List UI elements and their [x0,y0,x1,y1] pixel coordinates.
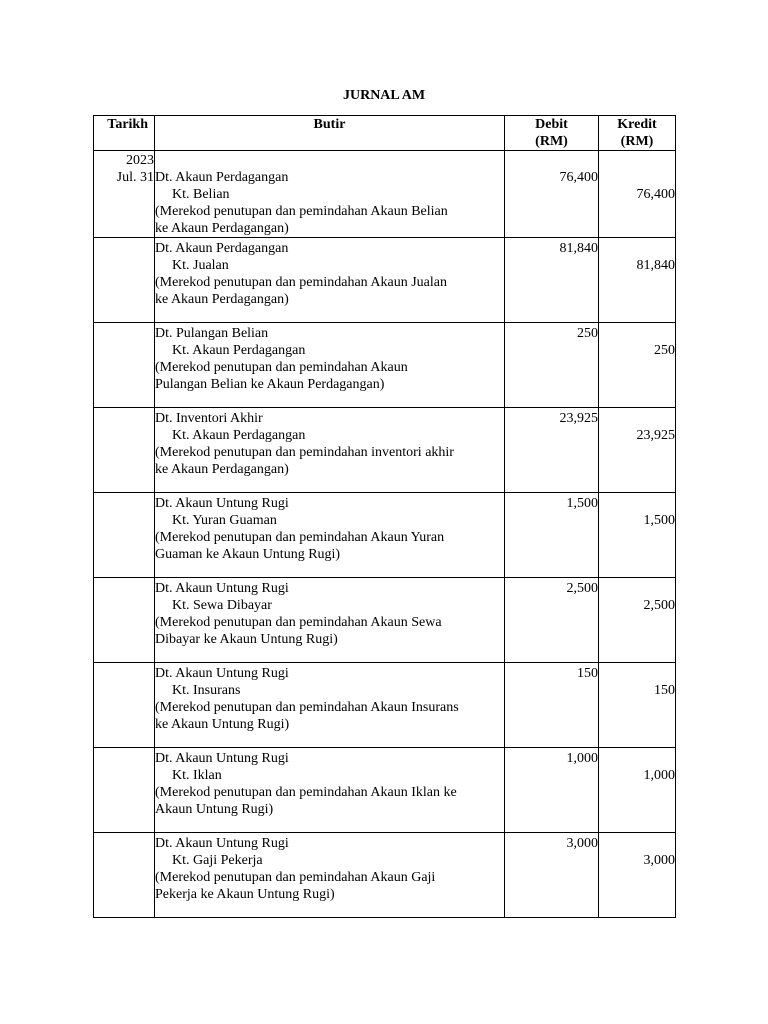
narration-line: ke Akaun Perdagangan) [155,221,289,236]
debit-cell [505,151,599,238]
date-cell [94,578,155,663]
column-header-debit-label: Debit [535,117,568,132]
debit-cell [505,748,599,833]
debit-amount: 1,500 [566,496,598,511]
credit-amount: 76,400 [636,187,675,202]
table-row [94,748,676,833]
column-header-date: Tarikh [94,116,155,151]
narration-line: Pekerja ke Akaun Untung Rugi) [155,887,335,902]
narration-line: (Merekod penutupan dan pemindahan Akaun Insurans [155,700,459,715]
debit-amount: 250 [577,326,598,341]
debit-account: Dt. Akaun Untung Rugi [155,496,289,511]
debit-account: Dt. Inventori Akhir [155,411,263,426]
journal-table [93,115,676,918]
debit-cell [505,408,599,493]
narration-line: (Merekod penutupan dan pemindahan Akaun Iklan ke [155,785,457,800]
credit-account: Kt. Belian [172,187,230,202]
table-header-row [94,116,676,151]
debit-amount: 150 [577,666,598,681]
debit-account: Dt. Akaun Untung Rugi [155,751,289,766]
debit-amount: 76,400 [559,170,598,185]
butir-cell [155,238,505,323]
date-cell [94,151,155,238]
narration-line: (Merekod penutupan dan pemindahan Akaun Jualan [155,275,447,290]
date-cell [94,493,155,578]
column-header-debit-unit: (RM) [535,134,568,149]
debit-cell [505,238,599,323]
credit-account: Kt. Gaji Pekerja [172,853,263,868]
credit-account: Kt. Jualan [172,258,229,273]
credit-account: Kt. Iklan [172,768,222,783]
narration-line: (Merekod penutupan dan pemindahan Akaun Gaji [155,870,436,885]
date-cell [94,408,155,493]
narration-line: (Merekod penutupan dan pemindahan Akaun Yuran [155,530,445,545]
credit-amount: 81,840 [636,258,675,273]
credit-cell [599,748,676,833]
narration-line: ke Akaun Perdagangan) [155,462,289,477]
debit-account: Dt. Akaun Untung Rugi [155,666,289,681]
date-cell [94,663,155,748]
butir-cell [155,408,505,493]
debit-cell [505,493,599,578]
debit-account: Dt. Pulangan Belian [155,326,269,341]
credit-amount: 2,500 [643,598,675,613]
butir-cell [155,151,505,238]
butir-cell [155,748,505,833]
table-row [94,408,676,493]
narration-line: Dibayar ke Akaun Untung Rugi) [155,632,338,647]
table-row [94,833,676,918]
credit-amount: 250 [654,343,675,358]
narration-line: ke Akaun Perdagangan) [155,292,289,307]
debit-amount: 81,840 [559,241,598,256]
butir-cell [155,578,505,663]
date-cell [94,238,155,323]
date-cell [94,323,155,408]
credit-account: Kt. Yuran Guaman [172,513,277,528]
column-header-debit [505,116,599,151]
column-header-butir: Butir [155,116,505,151]
debit-cell [505,833,599,918]
credit-cell [599,578,676,663]
credit-amount: 150 [654,683,675,698]
table-row [94,151,676,238]
credit-account: Kt. Akaun Perdagangan [172,343,306,358]
credit-cell [599,323,676,408]
credit-cell [599,493,676,578]
debit-amount: 3,000 [566,836,598,851]
debit-amount: 1,000 [566,751,598,766]
butir-cell [155,323,505,408]
narration-line: (Merekod penutupan dan pemindahan inventori akhir [155,445,454,460]
butir-cell [155,663,505,748]
debit-amount: 2,500 [566,581,598,596]
debit-account: Dt. Akaun Untung Rugi [155,581,289,596]
credit-amount: 3,000 [643,853,675,868]
column-header-credit-label: Kredit [617,117,657,132]
journal-body [94,151,676,918]
credit-account: Kt. Insurans [172,683,241,698]
column-header-credit [599,116,676,151]
date-cell [94,748,155,833]
narration-line: Akaun Untung Rugi) [155,802,274,817]
credit-cell [599,238,676,323]
journal-title: JURNAL AM [342,88,426,103]
credit-amount: 1,500 [643,513,675,528]
debit-cell [505,663,599,748]
butir-cell [155,833,505,918]
narration-line: (Merekod penutupan dan pemindahan Akaun [155,360,408,375]
debit-amount: 23,925 [559,411,598,426]
credit-cell [599,663,676,748]
credit-cell [599,408,676,493]
date-day: Jul. 31 [116,170,154,185]
narration-line: (Merekod penutupan dan pemindahan Akaun Belian [155,204,448,219]
narration-line: Pulangan Belian ke Akaun Perdagangan) [155,377,385,392]
credit-account: Kt. Sewa Dibayar [172,598,272,613]
credit-cell [599,151,676,238]
credit-amount: 23,925 [636,428,675,443]
debit-account: Dt. Akaun Perdagangan [155,170,289,185]
table-row [94,323,676,408]
date-cell [94,833,155,918]
table-row [94,238,676,323]
column-header-credit-unit: (RM) [620,134,654,149]
debit-cell [505,578,599,663]
debit-cell [505,323,599,408]
debit-account: Dt. Akaun Untung Rugi [155,836,289,851]
narration-line: (Merekod penutupan dan pemindahan Akaun Sewa [155,615,442,630]
narration-line: Guaman ke Akaun Untung Rugi) [155,547,341,562]
credit-amount: 1,000 [643,768,675,783]
credit-cell [599,833,676,918]
date-year: 2023 [126,153,154,168]
credit-account: Kt. Akaun Perdagangan [172,428,306,443]
debit-account: Dt. Akaun Perdagangan [155,241,289,256]
butir-cell [155,493,505,578]
table-row [94,663,676,748]
narration-line: ke Akaun Untung Rugi) [155,717,290,732]
table-row [94,578,676,663]
table-row [94,493,676,578]
